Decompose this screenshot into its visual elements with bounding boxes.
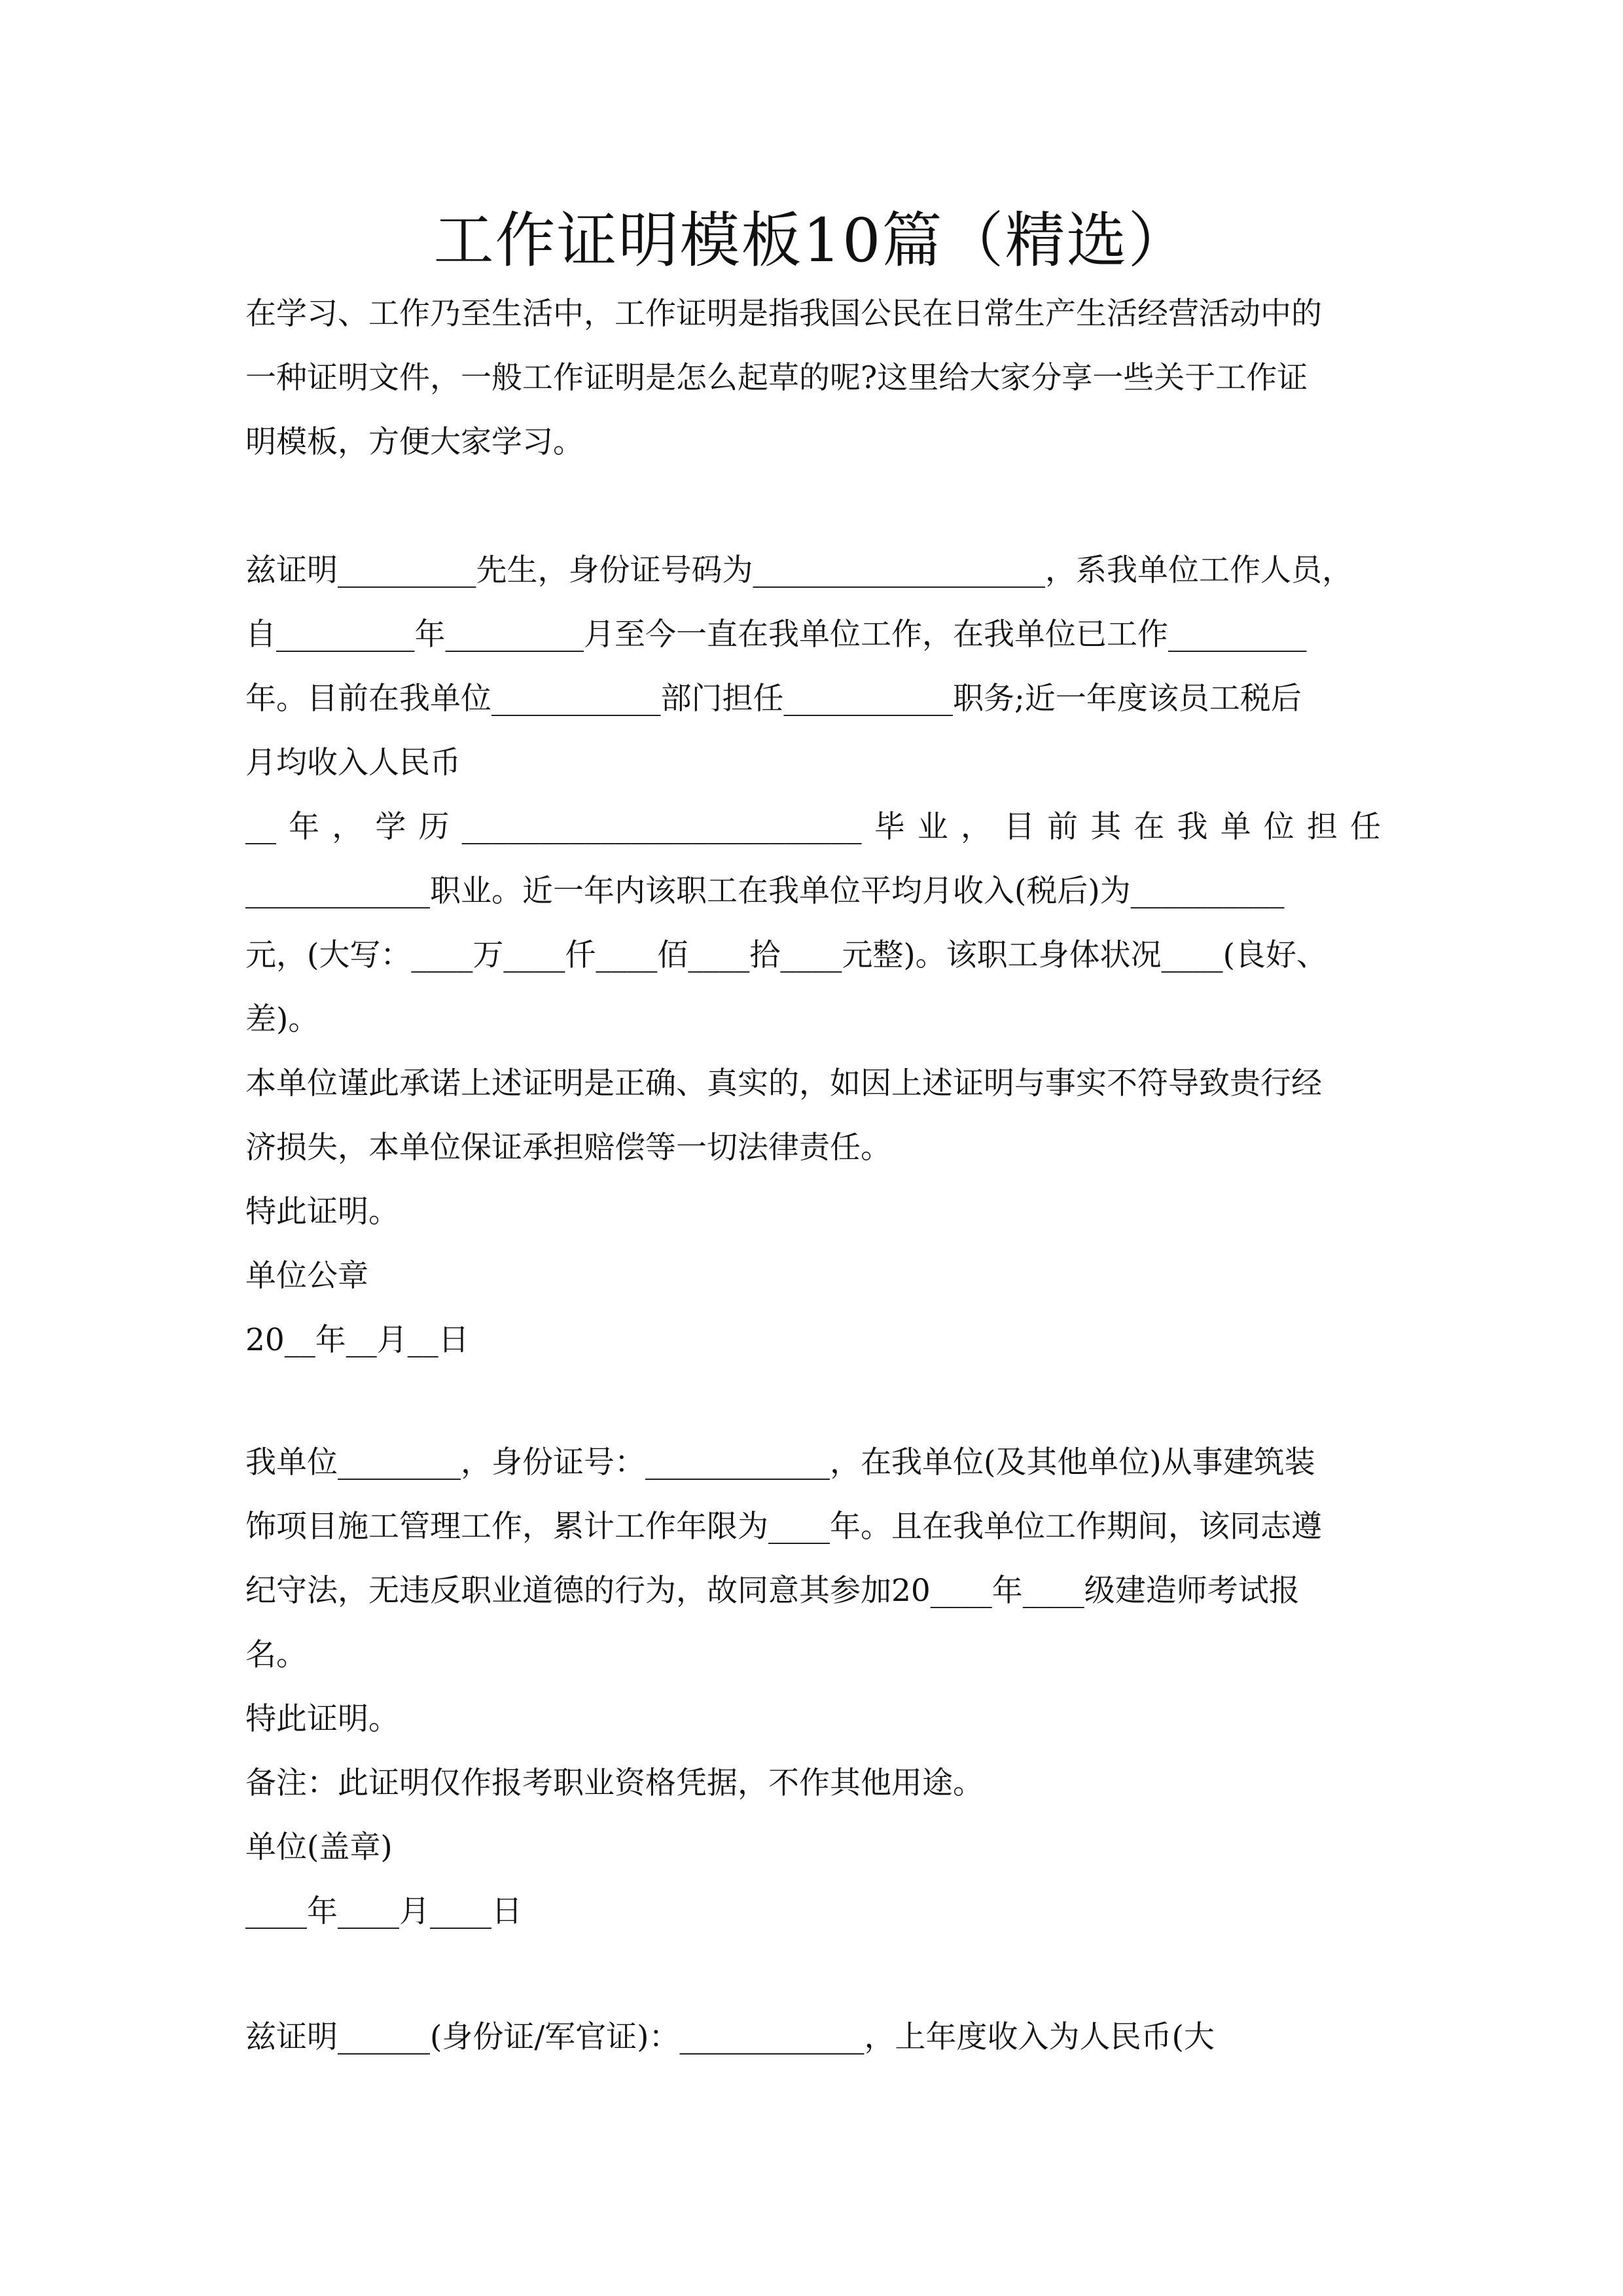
section2-line-3: 纪守法，无违反职业道德的行为，故同意其参加20____年____级建造师考试报	[245, 1573, 1300, 1609]
section1-line-3: 年。目前在我单位___________部门担任___________职务;近一年度该员工税后	[245, 681, 1302, 717]
section1-line-13: 20__年__月__日	[245, 1322, 469, 1358]
intro-line-2: 一种证明文件，一般工作证明是怎么起草的呢?这里给大家分享一些关于工作证	[245, 360, 1308, 396]
section1-line-1: 兹证明_________先生，身份证号码为___________________，系我单位工作人员，	[245, 552, 1353, 588]
section2-line-7: 单位(盖章)	[245, 1829, 393, 1865]
section3-line-1: 兹证明______(身份证/军官证)：____________，上年度收入为人民币(大	[245, 2019, 1215, 2055]
section2-line-6: 备注：此证明仅作报考职业资格凭据，不作其他用途。	[245, 1765, 984, 1801]
section2-line-4: 名。	[245, 1637, 307, 1673]
intro-line-3: 明模板，方便大家学习。	[245, 424, 584, 460]
section1-line-9: 本单位谨此承诺上述证明是正确、真实的，如因上述证明与事实不符导致贵行经	[245, 1066, 1322, 1102]
section1-line-6: ____________职业。近一年内该职工在我单位平均月收入(税后)为__________	[245, 873, 1285, 909]
section1-line-7: 元，(大写：____万____仟____佰____拾____元整)。该职工身体状况____(良好、	[245, 937, 1328, 973]
section1-line-10: 济损失，本单位保证承担赔偿等一切法律责任。	[245, 1130, 891, 1166]
section1-line-8: 差)。	[245, 1001, 319, 1037]
section1-line-4: 月均收入人民币	[245, 745, 461, 781]
section2-line-8: ____年____月____日	[245, 1893, 522, 1929]
section1-line-5: __年，学历__________________________毕业，目前其在我单位担任	[245, 809, 1381, 845]
section2-line-5: 特此证明。	[245, 1701, 399, 1737]
section1-line-2: 自_________年_________月至今一直在我单位工作，在我单位已工作_________	[245, 617, 1307, 653]
document-title: 工作证明模板10篇（精选）	[433, 206, 1190, 276]
intro-line-1: 在学习、工作乃至生活中，工作证明是指我国公民在日常生产生活经营活动中的	[245, 296, 1322, 332]
section2-line-1: 我单位________，身份证号：____________，在我单位(及其他单位)从事建筑装	[245, 1444, 1315, 1480]
section2-line-2: 饰项目施工管理工作，累计工作年限为____年。且在我单位工作期间，该同志遵	[245, 1509, 1322, 1545]
section1-line-12: 单位公章	[245, 1258, 368, 1294]
section1-line-11: 特此证明。	[245, 1194, 399, 1230]
